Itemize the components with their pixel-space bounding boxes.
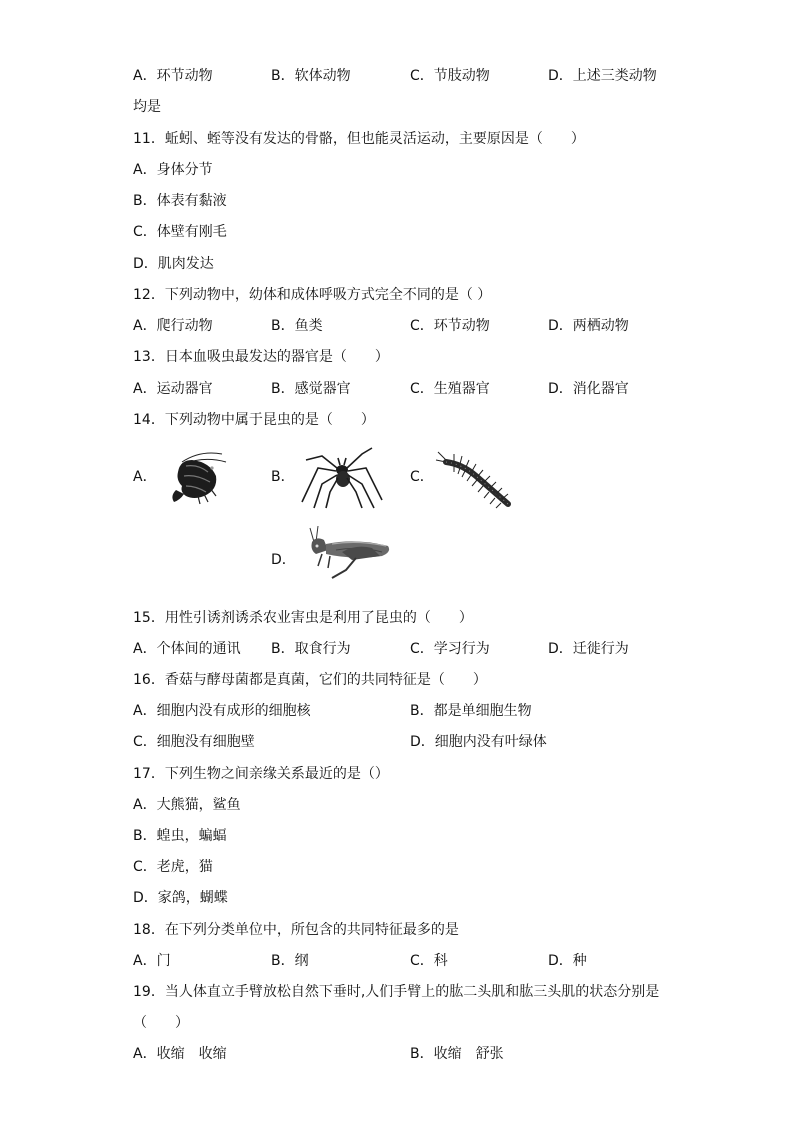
q15-option-d: D．迁徙行为 [548, 641, 629, 657]
q10-option-d: D．上述三类动物 [548, 68, 657, 84]
q13-option-d: D．消化器官 [548, 381, 629, 397]
q13-option-a: A．运动器官 [133, 381, 213, 397]
q14-option-b-label: B． [271, 469, 295, 485]
q13-option-b: B．感觉器官 [271, 381, 351, 397]
q18-option-c: C．科 [410, 953, 448, 969]
q12-option-d: D．两栖动物 [548, 318, 629, 334]
q12-option-b: B．鱼类 [271, 318, 323, 334]
q17-option-c: C．老虎，猫 [133, 859, 213, 875]
q11-stem: 11．蚯蚓、蛭等没有发达的骨骼，但也能灵活运动，主要原因是（ ） [133, 131, 585, 147]
q17-option-a: A．大熊猫，鲨鱼 [133, 797, 241, 813]
shrimp-image [164, 446, 230, 506]
q18-option-d: D．种 [548, 953, 587, 969]
q16-option-d: D．细胞内没有叶绿体 [410, 734, 547, 750]
q14-stem: 14．下列动物中属于昆虫的是（ ） [133, 412, 375, 428]
q18-option-a: A．门 [133, 953, 171, 969]
q15-option-c: C．学习行为 [410, 641, 490, 657]
q11-option-b: B．体表有黏液 [133, 193, 227, 209]
q13-stem: 13．日本血吸虫最发达的器官是（ ） [133, 349, 389, 365]
q12-stem: 12．下列动物中，幼体和成体呼吸方式完全不同的是（ ） [133, 287, 492, 303]
q11-option-c: C．体壁有刚毛 [133, 224, 227, 240]
q15-stem: 15．用性引诱剂诱杀农业害虫是利用了昆虫的（ ） [133, 610, 473, 626]
q19-stem: 19．当人体直立手臂放松自然下垂时,人们手臂上的肱二头肌和肱三头肌的状态分别是 [133, 984, 660, 1000]
q17-option-b: B．蝗虫，蝙蝠 [133, 828, 227, 844]
q11-option-a: A．身体分节 [133, 162, 213, 178]
q14-option-c-label: C． [410, 469, 434, 485]
q19-option-a: A．收缩 收缩 [133, 1046, 227, 1062]
q16-stem: 16．香菇与酵母菌都是真菌，它们的共同特征是（ ） [133, 672, 487, 688]
spider-image [300, 444, 386, 510]
q10-option-d-continuation: 均是 [133, 99, 161, 115]
q15-option-b: B．取食行为 [271, 641, 351, 657]
q10-option-a: A．环节动物 [133, 68, 213, 84]
q18-option-b: B．纲 [271, 953, 309, 969]
q11-option-d: D．肌肉发达 [133, 256, 214, 272]
q17-option-d: D．家鸽，蝴蝶 [133, 890, 228, 906]
q14-option-d-label: D． [271, 552, 296, 568]
q19-stem-continuation: （ ） [133, 1015, 189, 1031]
q12-option-c: C．环节动物 [410, 318, 490, 334]
q13-option-c: C．生殖器官 [410, 381, 490, 397]
q17-stem: 17．下列生物之间亲缘关系最近的是（） [133, 766, 389, 782]
q15-option-a: A．个体间的通讯 [133, 641, 241, 657]
q16-option-a: A．细胞内没有成形的细胞核 [133, 703, 311, 719]
q19-option-b: B．收缩 舒张 [410, 1046, 504, 1062]
q10-option-b: B．软体动物 [271, 68, 351, 84]
q16-option-c: C．细胞没有细胞壁 [133, 734, 255, 750]
q10-option-c: C．节肢动物 [410, 68, 490, 84]
q16-option-b: B．都是单细胞生物 [410, 703, 532, 719]
q12-option-a: A．爬行动物 [133, 318, 213, 334]
grasshopper-image [302, 524, 396, 584]
centipede-image [432, 444, 518, 510]
q18-stem: 18．在下列分类单位中，所包含的共同特征最多的是 [133, 922, 459, 938]
q14-option-a-label: A． [133, 469, 157, 485]
